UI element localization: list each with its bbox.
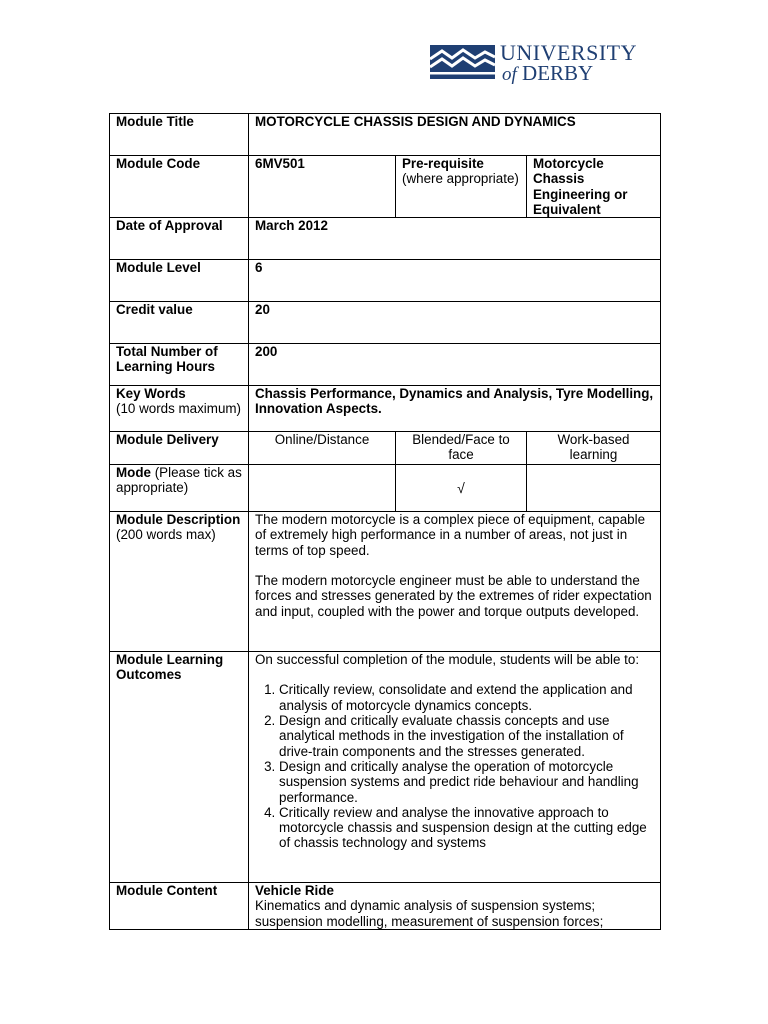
learning-outcomes-list (255, 682, 654, 850)
prerequisite-label-cell (396, 156, 527, 218)
module-title-value: MOTORCYCLE CHASSIS DESIGN AND DYNAMICS (249, 114, 661, 156)
module-content-text: Kinematics and dynamic analysis of suspension systems; suspension modelling, measurement of suspension forces; (255, 898, 604, 929)
learning-hours-label: Total Number of Learning Hours (110, 344, 249, 386)
learning-outcomes-cell (249, 652, 661, 883)
list-item: 3. Design and critically analyse the operation of motorcycle suspension systems and predict ride behaviour and handling performance. (279, 759, 654, 805)
list-item: 2. Design and critically evaluate chassis concepts and use analytical methods in the investigation of the installation of drive-train components and the stresses generated. (279, 713, 654, 759)
key-words-note: (10 words maximum) (116, 401, 242, 417)
logo-of-text: of (502, 64, 517, 85)
mode-note: (Please tick as appropriate) (116, 465, 242, 496)
delivery-work-based: Work-based learning (527, 432, 661, 465)
row-key-words (110, 386, 661, 432)
description-paragraph-2: The modern motorcycle engineer must be able to understand the forces and stresses generated by the extremes of rider expectation and input, coupled with the power and torque outputs developed. (255, 573, 652, 619)
university-logo (430, 40, 645, 85)
row-module-delivery (110, 432, 661, 465)
credit-value-label: Credit value (110, 302, 249, 344)
list-item: 4. Critically review and analyse the innovative approach to motorcycle chassis and suspension design at the cutting edge of chassis technology and systems (279, 805, 654, 851)
date-of-approval-label: Date of Approval (110, 218, 249, 260)
row-learning-outcomes (110, 652, 661, 883)
row-learning-hours (110, 344, 661, 386)
module-level-label: Module Level (110, 260, 249, 302)
description-text-cell (249, 512, 661, 652)
description-label-cell (110, 512, 249, 652)
module-code-label: Module Code (110, 156, 249, 218)
logo-derby-text (502, 63, 593, 85)
key-words-label-cell (110, 386, 249, 432)
key-words-label: Key Words (116, 386, 186, 402)
description-paragraph-1: The modern motorcycle is a complex piece of equipment, capable of extremely high performance in a number of areas, not just in terms of top speed. (255, 512, 646, 558)
description-label: Module Description (116, 512, 241, 528)
module-content-cell (249, 883, 661, 930)
row-date-of-approval (110, 218, 661, 260)
module-content-label: Module Content (110, 883, 249, 930)
delivery-blended: Blended/Face to face (396, 432, 527, 465)
row-module-code (110, 156, 661, 218)
module-spec-table (109, 113, 661, 930)
module-level-value: 6 (249, 260, 661, 302)
description-note: (200 words max) (116, 527, 216, 543)
logo-derby-word: DERBY (522, 61, 594, 85)
row-module-content (110, 883, 661, 930)
row-module-level (110, 260, 661, 302)
module-code-value: 6MV501 (249, 156, 396, 218)
learning-outcomes-intro: On successful completion of the module, students will be able to: (255, 652, 640, 668)
mode-tick-work-based (527, 465, 661, 512)
date-of-approval-value: March 2012 (249, 218, 661, 260)
logo-university-text: UNIVERSITY (500, 40, 637, 65)
row-module-description (110, 512, 661, 652)
row-module-title (110, 114, 661, 156)
module-content-heading: Vehicle Ride (255, 883, 334, 899)
mode-label: Mode (116, 465, 151, 481)
learning-hours-value: 200 (249, 344, 661, 386)
module-title-label: Module Title (110, 114, 249, 156)
delivery-online-distance: Online/Distance (249, 432, 396, 465)
credit-value-value: 20 (249, 302, 661, 344)
prerequisite-label: Pre-requisite (402, 156, 484, 171)
mountains-logo-icon (430, 45, 495, 79)
mode-label-cell (110, 465, 249, 512)
key-words-value: Chassis Performance, Dynamics and Analysis, Tyre Modelling, Innovation Aspects. (249, 386, 661, 432)
list-item: 1. Critically review, consolidate and extend the application and analysis of motorcycle dynamics concepts. (279, 682, 654, 713)
row-credit-value (110, 302, 661, 344)
mode-tick-blended: √ (396, 465, 527, 512)
mode-tick-online (249, 465, 396, 512)
learning-outcomes-label: Module Learning Outcomes (110, 652, 249, 883)
prerequisite-note: (where appropriate) (402, 171, 519, 187)
module-delivery-label: Module Delivery (110, 432, 249, 465)
prerequisite-value: Motorcycle Chassis Engineering or Equivalent (527, 156, 661, 218)
row-mode (110, 465, 661, 512)
